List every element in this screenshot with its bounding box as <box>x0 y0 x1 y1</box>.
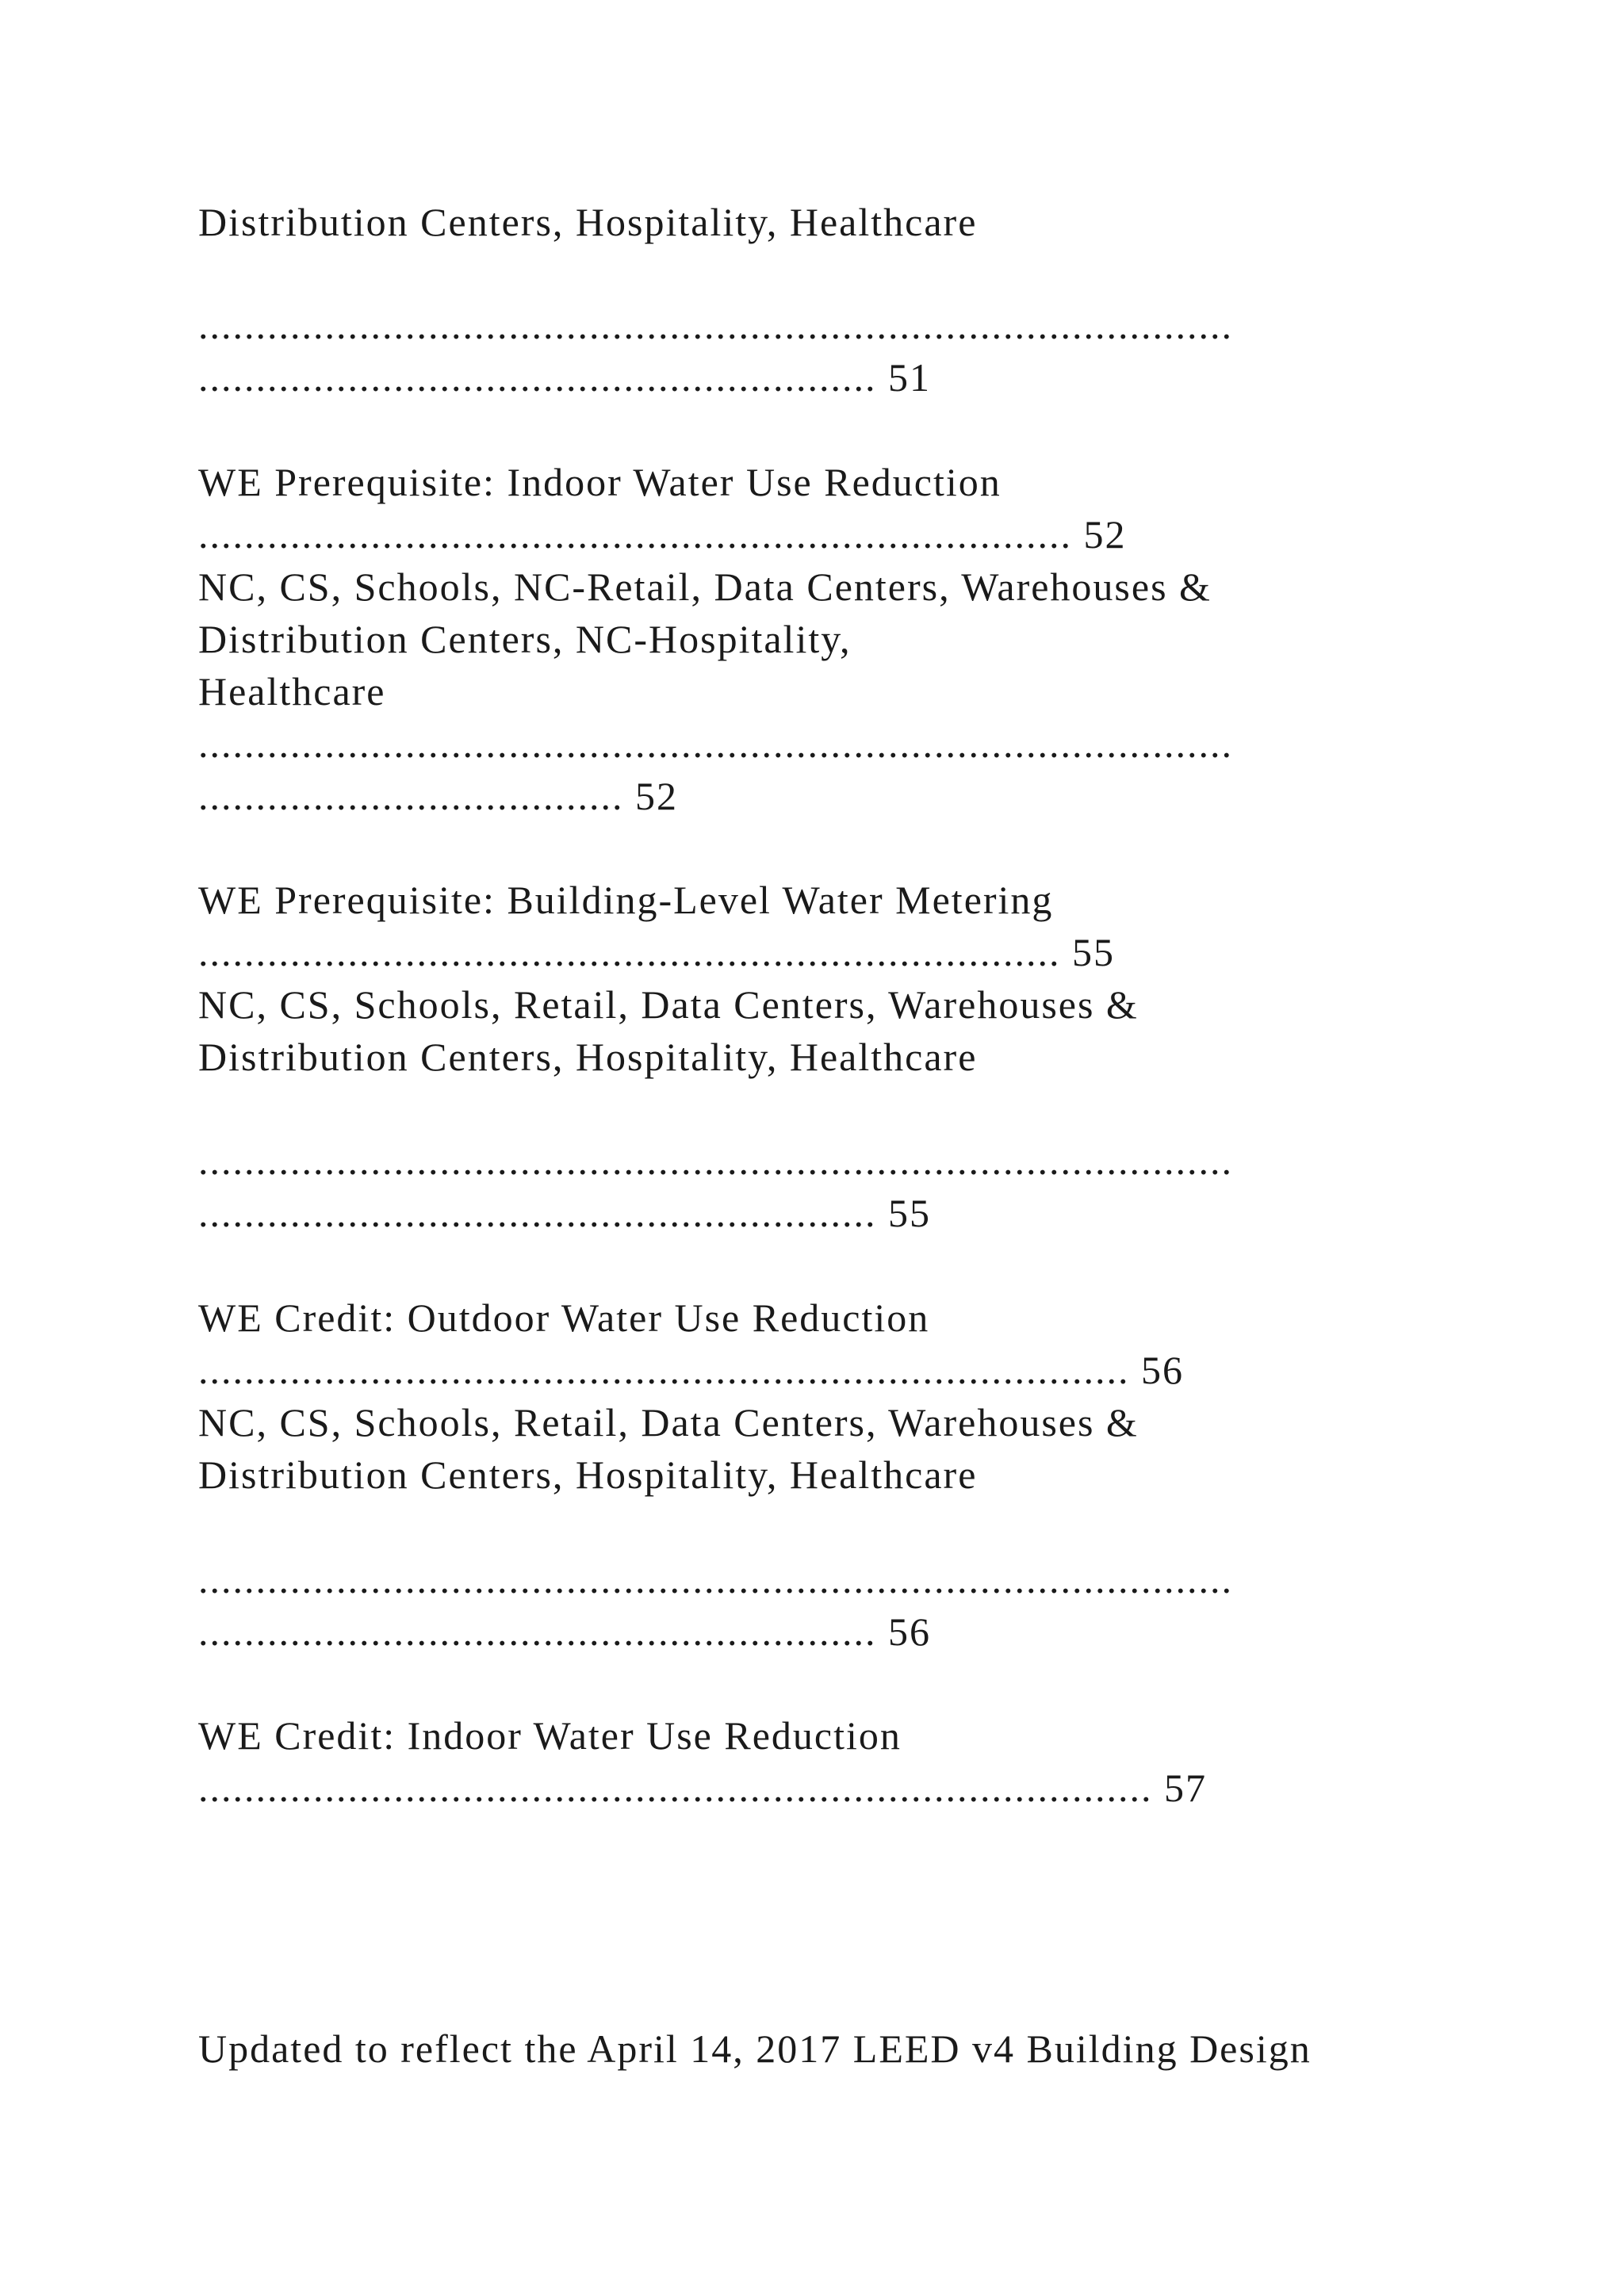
footer-note: Updated to reflect the April 14, 2017 LEED v4 Building Design <box>198 2026 1312 2071</box>
toc-line: Distribution Centers, Hospitality, Healthcare <box>198 1035 978 1079</box>
dot-leader-page-56: ........................................................... 56 <box>198 1609 931 1654</box>
dot-leader-page-52: ..................................... 52 <box>198 774 678 818</box>
toc-line: Distribution Centers, Hospitality, Healthcare <box>198 200 978 244</box>
toc-line: NC, CS, Schools, Retail, Data Centers, Warehouses & <box>198 982 1139 1027</box>
dot-leader-page-56: ................................................................................. 56 <box>198 1348 1184 1392</box>
dot-leader-page-52: ............................................................................ 52 <box>198 512 1127 557</box>
dot-leader: .......................................................................................... <box>198 721 1233 766</box>
dot-leader: .......................................................................................... <box>198 1138 1233 1183</box>
toc-line: Distribution Centers, NC-Hospitality, <box>198 617 852 661</box>
dot-leader-page-51: ........................................................... 51 <box>198 355 931 400</box>
toc-entry-title: WE Credit: Outdoor Water Use Reduction <box>198 1295 930 1340</box>
dot-leader-page-57: ................................................................................... 57 <box>198 1766 1207 1810</box>
dot-leader: .......................................................................................... <box>198 1557 1233 1601</box>
toc-entry-title: WE Prerequisite: Indoor Water Use Reduction <box>198 460 1002 504</box>
toc-entry-title: WE Prerequisite: Building-Level Water Metering <box>198 878 1054 922</box>
toc-line: NC, CS, Schools, Retail, Data Centers, Warehouses & <box>198 1400 1139 1445</box>
dot-leader-page-55: ........................................................... 55 <box>198 1191 931 1235</box>
toc-entry-title: WE Credit: Indoor Water Use Reduction <box>198 1713 902 1758</box>
dot-leader: .......................................................................................... <box>198 303 1233 347</box>
toc-line: Healthcare <box>198 669 386 714</box>
toc-line: Distribution Centers, Hospitality, Healthcare <box>198 1452 978 1497</box>
toc-line: NC, CS, Schools, NC-Retail, Data Centers, Warehouses & <box>198 564 1212 609</box>
dot-leader-page-55: ........................................................................... 55 <box>198 930 1115 974</box>
